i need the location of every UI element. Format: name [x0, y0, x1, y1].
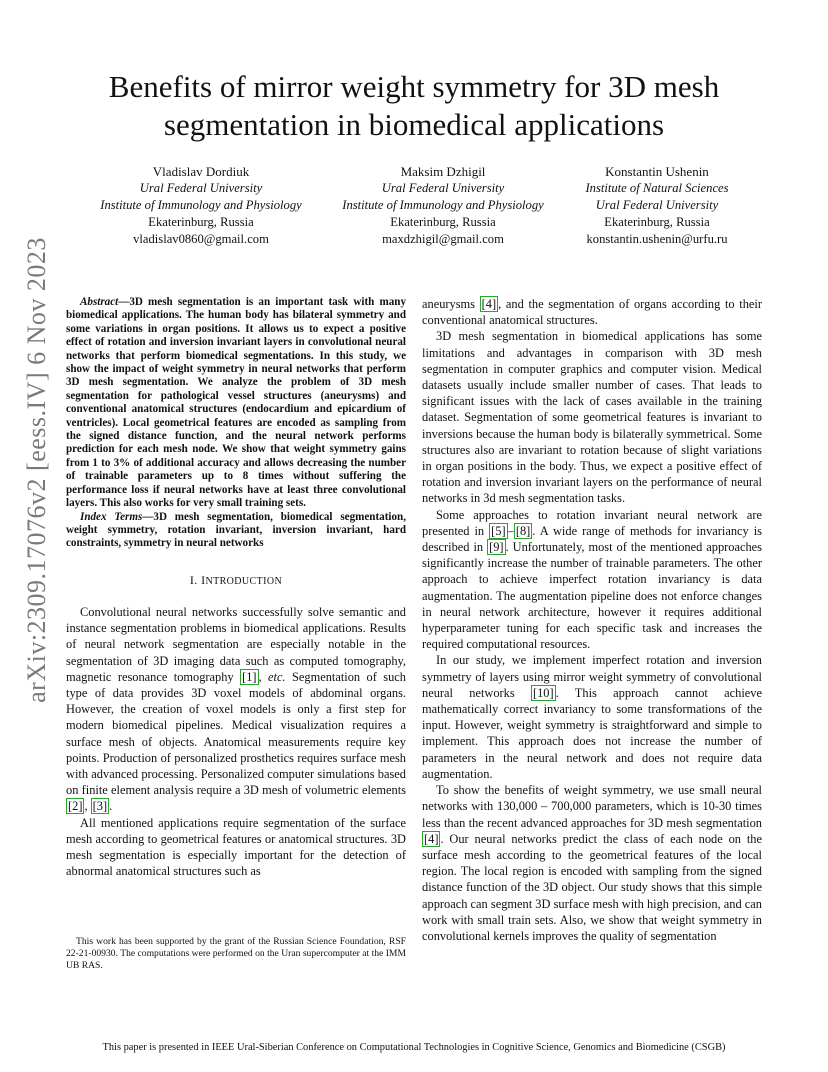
- author-name: Konstantin Ushenin: [605, 164, 709, 179]
- text-run: ,: [84, 799, 91, 814]
- index-terms-label: Index Terms: [80, 510, 143, 523]
- author-name: Maksim Dzhigil: [400, 164, 486, 179]
- paragraph: [422, 507, 762, 653]
- text-run: Convolutional neural networks successfully solve semantic and instance segmentation problems in biomedical applications. Results of neural network segmentation are especially notable in the segmentation of 3D imaging data such as computed tomography, magnetic resonance tomography: [66, 604, 406, 684]
- author-affiliation: Ural Federal University: [381, 181, 505, 195]
- citation-link[interactable]: [2]: [68, 799, 83, 814]
- author-affiliation: Ural Federal University: [595, 198, 719, 212]
- text-run: . A wide range of methods for invariancy is described in: [422, 523, 763, 555]
- paper-title: Benefits of mirror weight symmetry for 3D mesh segmentation in biomedical applications: [108, 69, 720, 142]
- text-run: ,: [258, 669, 269, 684]
- author-block: [0, 163, 828, 253]
- text-run: Some approaches to rotation invariant neural network are presented in: [422, 507, 762, 538]
- author-3: [532, 163, 782, 248]
- arxiv-stamp: [22, 237, 52, 703]
- author-city: Ekaterinburg, Russia: [604, 215, 710, 229]
- author-city: Ekaterinburg, Russia: [148, 215, 254, 229]
- text-run: –: [507, 523, 514, 538]
- citation-link[interactable]: [4]: [481, 297, 497, 311]
- citation-link[interactable]: [1]: [242, 669, 257, 684]
- citation-link[interactable]: [8]: [515, 523, 531, 538]
- author-affiliation: Institute of Immunology and Physiology: [342, 198, 544, 212]
- citation-link[interactable]: [4]: [424, 831, 439, 846]
- footnote: [66, 936, 406, 972]
- author-affiliation: Ural Federal University: [139, 181, 263, 195]
- text-run: . Our neural networks predict the class of each node on the surface mesh according to the geometrical features of the local region. The local region is encoded with sampling from the signed distance function of the 3D object. Our study shows that this simple approach can segment 3D surface mesh with high precision, and can work with small train sets. Also, we show that weight symmetry in convolutional kernels improves the quality of segmentation: [422, 831, 762, 943]
- index-terms-text: —3D mesh segmentation, biomedical segmentation, weight symmetry, rotation invariant, inversion invariant, hard constraints, symmetry in neural networks: [66, 510, 406, 550]
- index-terms: [66, 511, 406, 551]
- text-run: , and the segmentation of organs according to their conventional anatomical structures.: [422, 297, 762, 328]
- citation-link[interactable]: [9]: [489, 540, 504, 555]
- paragraph: 3D mesh segmentation in biomedical applications has some limitations and advantages in comparison with 3D mesh segmentation in computer graphics and computer vision. Medical datasets usually include smaller number of cases. That leads to significant issues with the lack of cases available in the training dataset. Segmentation of some geometrical features is invariant to inversions because the human body is bilaterally symmetrical. Some structures also are invariant to rotation because of slight variations in organ positions in the body. Thus, we expect a positive effect of rotation and inversion invariant layers on the performance of neural networks in 3d mesh segmentation tasks.: [422, 329, 762, 506]
- citation-link[interactable]: [5]: [491, 523, 506, 538]
- section-heading-introduction: [66, 572, 406, 590]
- author-affiliation: Institute of Immunology and Physiology: [100, 198, 302, 212]
- text-run: etc.: [268, 669, 286, 684]
- arxiv-id-text: arXiv:2309.17076v2 [eess.IV] 6 Nov 2023: [22, 237, 52, 703]
- author-2: [318, 163, 568, 248]
- citation-link[interactable]: [3]: [92, 799, 108, 814]
- left-column: [66, 296, 406, 879]
- paragraph: All mentioned applications require segmentation of the surface mesh according to geometrical features or anatomical structures. 3D mesh segmentation is especially important for the detection of abnormal anatomical structures such as: [66, 815, 406, 879]
- right-column: [422, 296, 762, 944]
- text-run: . Unfortunately, most of the mentioned approaches significantly increase the number of trainable parameters. The other approach to achieve imperfect rotation invariancy is data augmentation. The augmentation pipeline does not enforce changes in neural network architecture, however it requires additional hyperparameter tuning for each specific task and increases the required computational resources.: [422, 540, 762, 652]
- abstract-label: Abstract: [80, 296, 119, 308]
- text-run: . This approach cannot achieve mathematically correct invariancy to some transformations of the input. However, weight symmetry is straightforward and simple to implement. This approach does not increase the number of parameters in the neural network and does not require data augmentation.: [422, 685, 763, 781]
- author-email: konstantin.ushenin@urfu.ru: [586, 232, 728, 246]
- paragraph: [422, 782, 762, 944]
- paragraph: [66, 604, 406, 815]
- conference-note: This paper is presented in IEEE Ural-Siberian Conference on Computational Technologies in Cognitive Science, Genomics and Biomedicine (CSGB): [102, 1042, 726, 1053]
- author-city: Ekaterinburg, Russia: [390, 215, 496, 229]
- author-name: Vladislav Dordiuk: [152, 164, 250, 179]
- section-numeral: I.: [189, 572, 198, 587]
- text-run: aneurysms: [422, 297, 480, 311]
- section-title-rest: NTRODUCTION: [205, 575, 283, 587]
- text-run: To show the benefits of weight symmetry, we use small neural networks with 130,000 – 700,000 parameters, which is 10-30 times less than the recent advanced approaches for 3D mesh segmentation: [422, 783, 762, 830]
- paragraph: [422, 652, 762, 782]
- text-run: Segmentation of such type of data provides 3D voxel models of abdominal organs. However, the creation of voxel models is only a first step for modern biomedical pipelines. Medical visualization requires a surface mesh of objects. Anatomical measurements require key points. Production of personalized prosthetics requires surface mesh with advanced processing. Personalized computer simulations based on finite element analysis require a 3D mesh of volumetric elements: [66, 669, 406, 798]
- abstract-text: —3D mesh segmentation is an important task with many biomedical applications. The human body has bilateral symmetry and some variations in organ positions. It allows us to expect a positive effect of rotation and inversion invariant layers in convolutional neural networks that perform biomedical segmentations. In this study, we show the impact of weight symmetry in neural networks that perform 3D mesh segmentation. We analyze the problem of 3D mesh segmentation for pathological vessel structures (aneurysms) and conventional anatomical structures (endocardium and epicardium of ventricles). Local geometrical features are encoded as sampling from the signed distance function, and the neural network performs prediction for each mesh node. We show that weight symmetry gains from 1 to 3% of additional accuracy and allows decreasing the number of trainable parameters up to 8 times without suffering the performance loss if neural networks have at least three convolutional layers. This also works for very small training sets.: [66, 296, 406, 510]
- paragraph: [422, 296, 762, 328]
- citation-link[interactable]: [10]: [532, 685, 554, 700]
- author-email: vladislav0860@gmail.com: [133, 232, 269, 246]
- section-title-initial: I: [201, 572, 206, 587]
- author-email: maxdzhigil@gmail.com: [382, 232, 504, 246]
- footnote-text: This work has been supported by the grant of the Russian Science Foundation, RSF 22-21-00930. The computations were performed on the Uran supercomputer at the IMM UB RAS.: [66, 936, 406, 971]
- author-affiliation: Institute of Natural Sciences: [585, 181, 729, 195]
- text-run: In our study, we implement imperfect rotation and inversion symmetry of layers using mirror weight symmetry of convolutional neural networks: [422, 653, 762, 700]
- abstract: [66, 296, 406, 511]
- author-1: [76, 163, 326, 248]
- text-run: .: [109, 799, 113, 814]
